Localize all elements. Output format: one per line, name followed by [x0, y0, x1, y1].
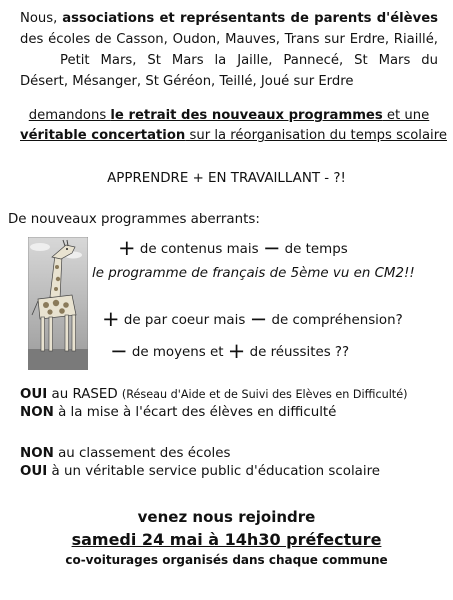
demand-demandons: demandons — [28, 108, 111, 123]
demand-retrait: le retrait des nouveaux programmes — [110, 108, 383, 123]
intro-line-1 — [20, 8, 438, 29]
giraffe-illustration — [28, 237, 88, 370]
plus-sign: + — [102, 307, 120, 331]
slogan: APPRENDRE + EN TRAVAILLANT - ?! — [107, 171, 346, 186]
demand-text-1 — [29, 108, 429, 123]
minus-sign: − — [249, 307, 268, 331]
programme-line-4 — [110, 339, 349, 363]
intro-line-2: des écoles de Casson, Oudon, Mauves, Trans sur Erdre, Riaillé, — [20, 32, 438, 47]
classement-text: au classement des écoles — [53, 446, 231, 461]
line4-reussites: de réussites ?? — [245, 345, 350, 360]
position-service — [20, 464, 380, 479]
plus-sign: + — [227, 339, 246, 363]
line3-comprehension: de compréhension? — [267, 313, 403, 328]
line1-contenus: de contenus mais — [135, 242, 263, 257]
intro-nous: Nous, — [20, 11, 63, 26]
demand-et-une: et une — [382, 108, 430, 123]
demand-line-1 — [20, 108, 438, 123]
position-ecart — [20, 405, 336, 420]
cta-date-text: samedi 24 mai à 14h30 préfecture — [71, 530, 382, 549]
rased-text: au RASED — [47, 387, 122, 402]
non-label: NON — [20, 405, 54, 420]
minus-sign: − — [110, 339, 128, 363]
demand-reorganisation: sur la réorganisation du temps scolaire — [185, 128, 447, 143]
line1-temps: de temps — [280, 242, 348, 257]
intro-line-3: Petit Mars, St Mars la Jaille, Pannecé, St Mars du — [60, 53, 438, 68]
programme-line-2: le programme de français de 5ème vu en CM2!! — [92, 266, 415, 281]
programmes-heading: De nouveaux programmes aberrants: — [8, 212, 260, 227]
oui-label: OUI — [20, 387, 48, 402]
position-classement — [20, 446, 230, 461]
intro-paragraph — [20, 8, 438, 92]
cta-date — [0, 530, 453, 549]
plus-sign: + — [118, 236, 136, 260]
service-text: à un véritable service public d'éducation scolaire — [47, 464, 381, 479]
rased-definition: (Réseau d'Aide et de Suivi des Elèves en Difficulté) — [121, 388, 408, 401]
demand-line-2 — [20, 128, 447, 143]
minus-sign: − — [262, 236, 281, 260]
non-label: NON — [20, 446, 54, 461]
demand-text-2 — [20, 128, 447, 143]
line4-moyens: de moyens et — [127, 345, 228, 360]
intro-associations: associations et représentants de parents d'élèves — [62, 11, 438, 26]
programme-line-3 — [102, 307, 403, 331]
programme-line-1 — [118, 236, 348, 260]
position-rased — [20, 387, 407, 402]
oui-label: OUI — [20, 464, 48, 479]
demand-concertation: véritable concertation — [20, 128, 186, 143]
intro-line-4: Désert, Mésanger, St Géréon, Teillé, Joué sur Erdre — [20, 74, 354, 89]
ecart-text: à la mise à l'écart des élèves en difficulté — [53, 405, 337, 420]
cta-join: venez nous rejoindre — [137, 508, 316, 526]
line3-par-coeur: de par coeur mais — [119, 313, 250, 328]
cta-carpool: co-voiturages organisés dans chaque commune — [65, 553, 388, 567]
